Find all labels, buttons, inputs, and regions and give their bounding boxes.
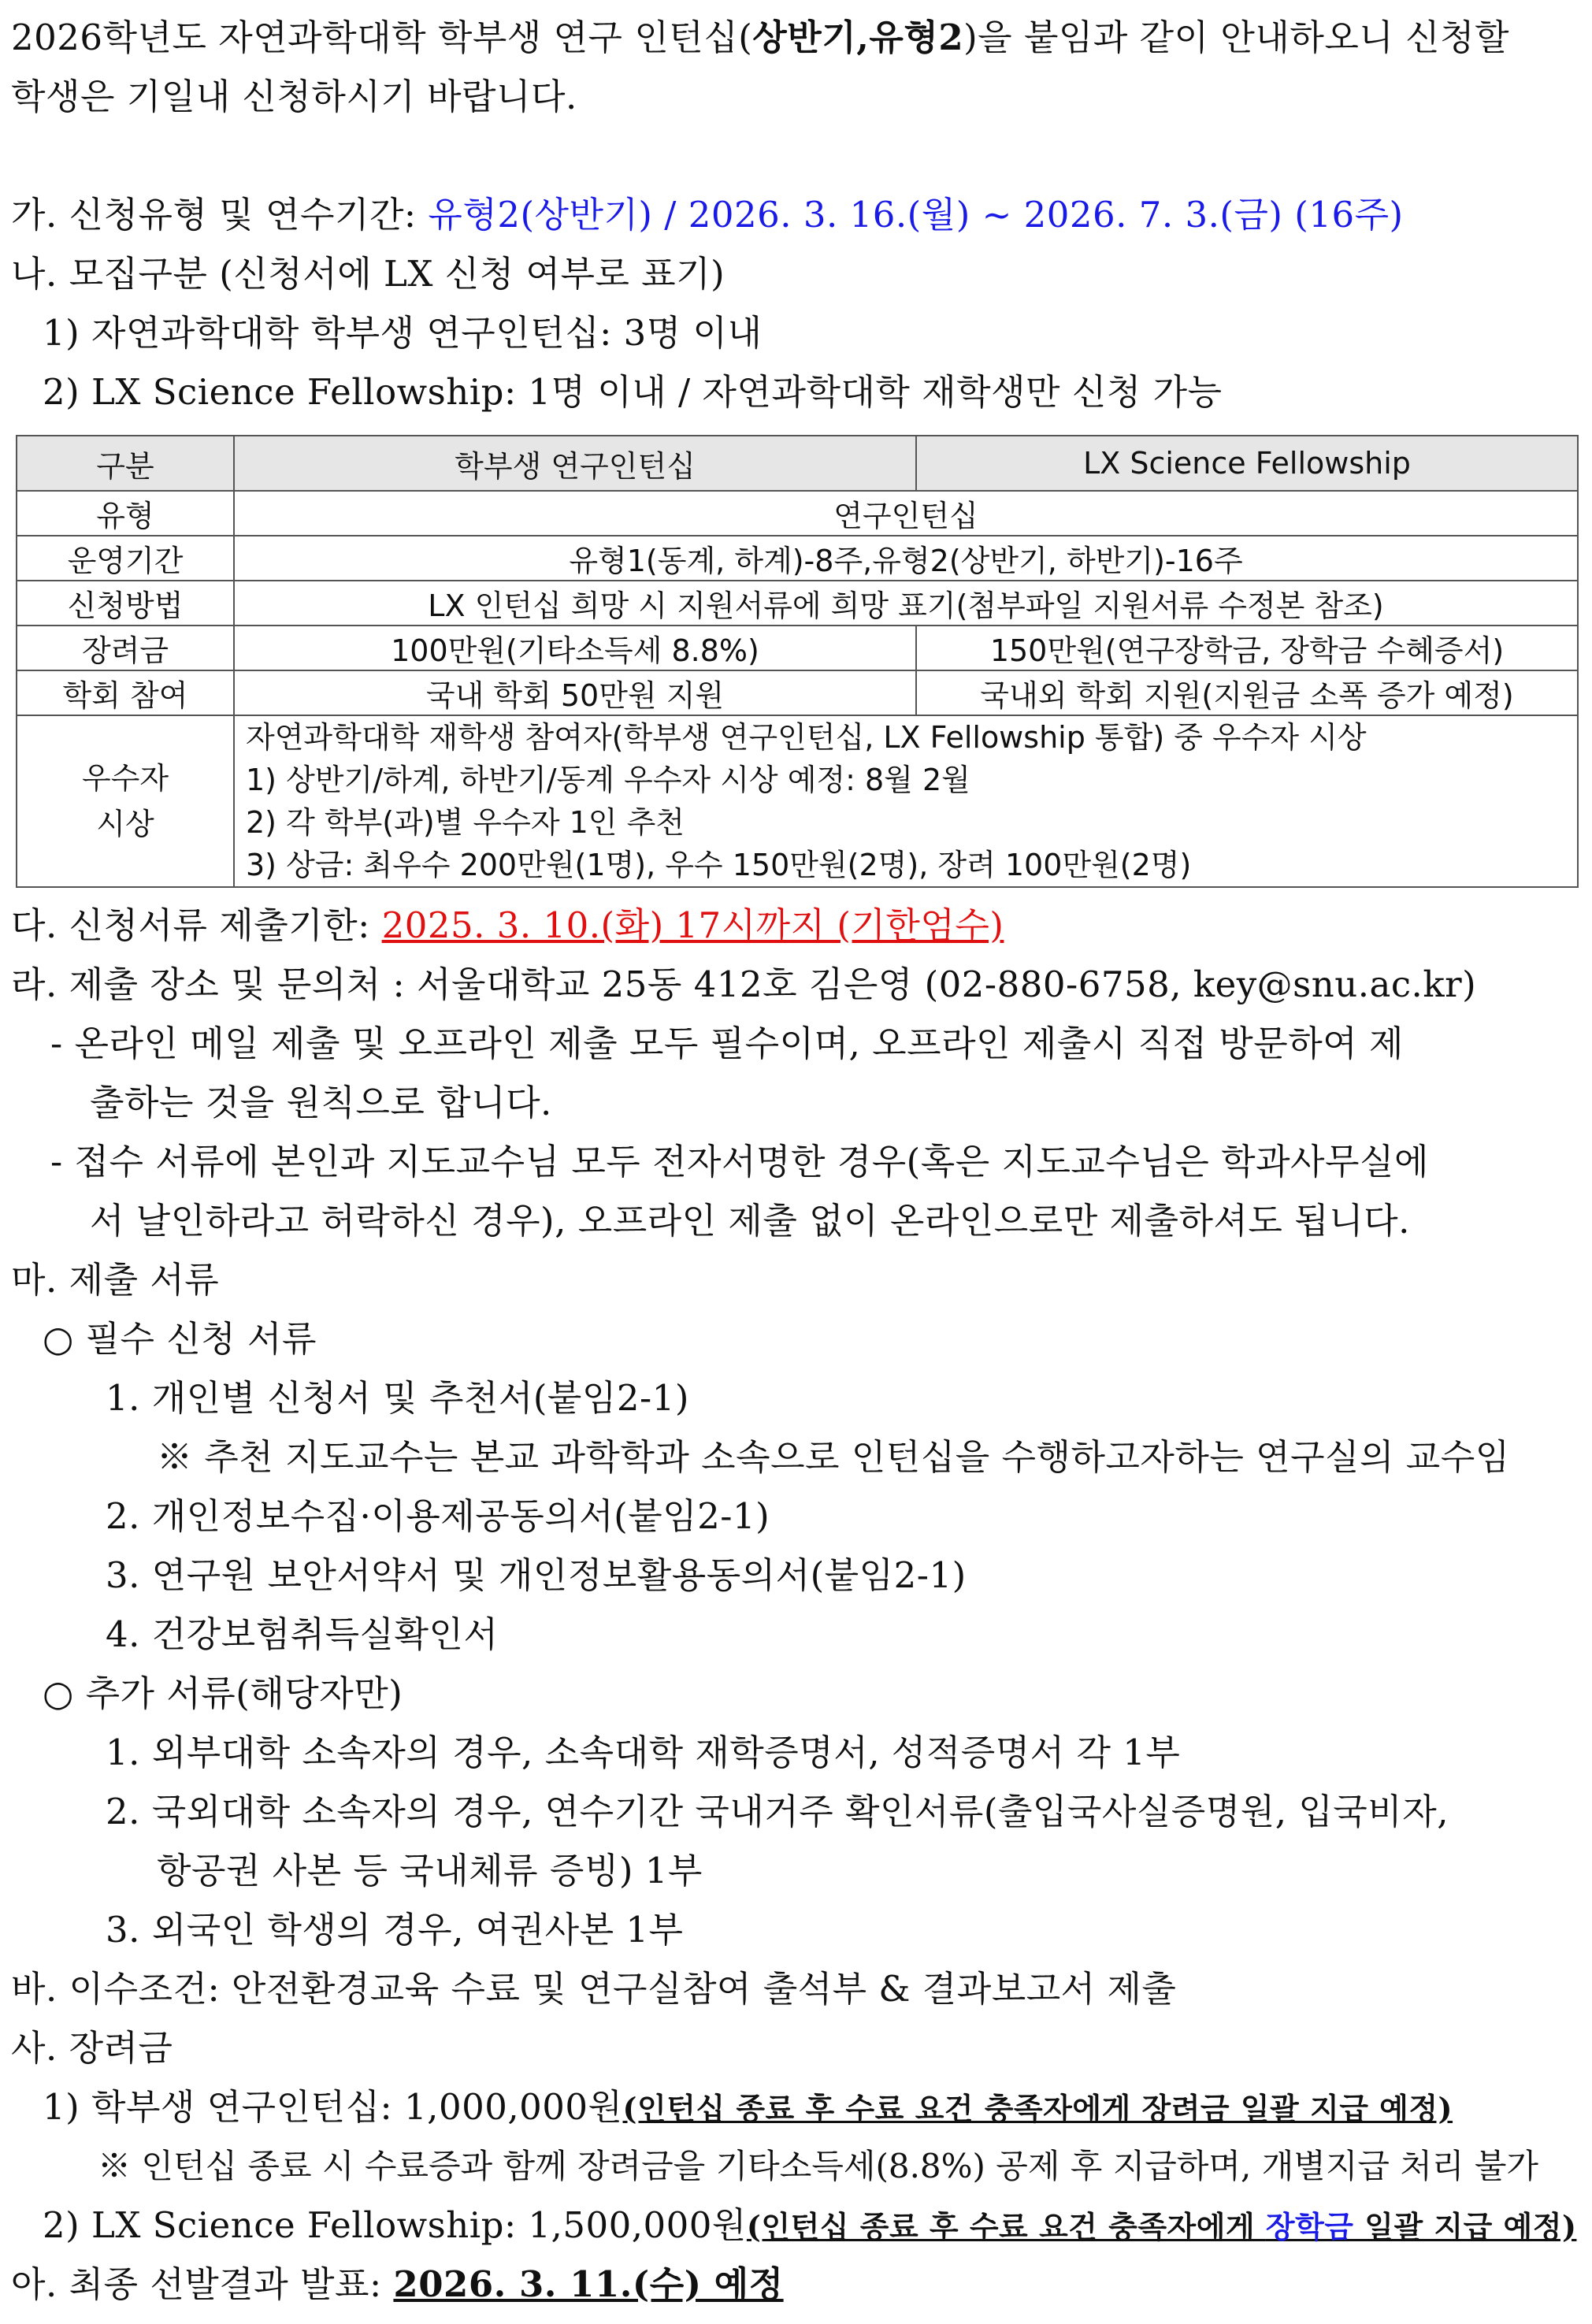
- table-header-row: [17, 436, 1578, 491]
- additional-doc-item: 3. 외국인 학생의 경우, 여권사본 1부: [106, 1909, 684, 1951]
- stipend-item-2: 2) LX Science Fellowship: 1,500,000원(인턴십 종료 후 수료 요건 충족자에게 장학금 일괄 지급 예정): [43, 2204, 1577, 2246]
- table-row: [17, 491, 1578, 536]
- table-row: [17, 536, 1578, 581]
- section-ra-title: 라. 제출 장소 및 문의처 : 서울대학교 25동 412호 김은영 (02-880-6758, key@snu.ac.kr): [11, 963, 1477, 1005]
- row-value: 100만원(기타소득세 8.8%): [234, 626, 916, 670]
- intro-line-1: 2026학년도 자연과학대학 학부생 연구 인턴십(상반기,유형2)을 붙임과 같이 안내하오니 신청할: [11, 17, 1509, 58]
- deadline-value: 2025. 3. 10.(화) 17시까지 (기한엄수): [381, 904, 1004, 946]
- required-doc-note: ※ 추천 지도교수는 본교 과학학과 소속으로 인턴십을 수행하고자하는 연구실의 교수임: [157, 1436, 1510, 1478]
- table-header-cell: LX Science Fellowship: [916, 436, 1578, 491]
- section-ma-title: 마. 제출 서류: [11, 1259, 220, 1301]
- row-label: 학회 참여: [17, 670, 234, 715]
- row-label: 우수자 시상: [17, 715, 234, 887]
- row-label: 운영기간: [17, 536, 234, 581]
- section-na-item: 1) 자연과학대학 학부생 연구인턴십: 3명 이내: [43, 312, 763, 354]
- additional-docs-title: ○ 추가 서류(해당자만): [43, 1672, 403, 1714]
- table-row: [17, 581, 1578, 626]
- required-doc-item: 1. 개인별 신청서 및 추천서(붙임2-1): [106, 1377, 689, 1419]
- stipend-item-1: 1) 학부생 연구인턴십: 1,000,000원(인턴십 종료 후 수료 요건 충족자에게 장려금 일괄 지급 예정): [43, 2086, 1453, 2128]
- row-label: 유형: [17, 491, 234, 536]
- program-comparison-table: [16, 435, 1579, 888]
- row-label: 장려금: [17, 626, 234, 670]
- document-body-lower: [11, 896, 1579, 2314]
- additional-doc-item: 1. 외부대학 소속자의 경우, 소속대학 재학증명서, 성적증명서 각 1부: [106, 1732, 1181, 1773]
- section-ba: 바. 이수조건: 안전환경교육 수료 및 연구실참여 출석부 & 결과보고서 제출: [11, 1968, 1177, 2010]
- required-docs-title: ○ 필수 신청 서류: [43, 1318, 317, 1360]
- table-row-award: [17, 715, 1578, 887]
- additional-doc-item-cont: 항공권 사본 등 국내체류 증빙) 1부: [157, 1850, 703, 1891]
- section-na-item: 2) LX Science Fellowship: 1명 이내 / 자연과학대학 재학생만 신청 가능: [43, 371, 1223, 413]
- section-ga: 가. 신청유형 및 연수기간: 유형2(상반기) / 2026. 3. 16.(월) ~ 2026. 7. 3.(금) (16주): [11, 194, 1404, 236]
- additional-doc-item: 2. 국외대학 소속자의 경우, 연수기간 국내거주 확인서류(출입국사실증명원, 입국비자,: [106, 1791, 1449, 1832]
- section-ra-note: - 접수 서류에 본인과 지도교수님 모두 전자서명한 경우(혹은 지도교수님은 학과사무실에: [50, 1141, 1429, 1182]
- table-row: [17, 626, 1578, 670]
- section-ra-note: - 온라인 메일 제출 및 오프라인 제출 모두 필수이며, 오프라인 제출시 직접 방문하여 제: [50, 1023, 1404, 1064]
- award-details: 자연과학대학 재학생 참여자(학부생 연구인턴십, LX Fellowship 통합) 중 우수자 시상 1) 상반기/하계, 하반기/동계 우수자 시상 예정: 8월 2월 2) 각 학부(과)별 우수자 1인 추천 3) 상금: 최우수 200만원(1명), 우수 150만원(2명), 장려 100만원(2명): [234, 715, 1578, 887]
- intro-line-2: 학생은 기일내 신청하시기 바랍니다.: [11, 76, 577, 117]
- table-header-cell: 구분: [17, 436, 234, 491]
- section-sa-title: 사. 장려금: [11, 2027, 173, 2069]
- table-header-cell: 학부생 연구인턴십: [234, 436, 916, 491]
- row-value: LX 인턴십 희망 시 지원서류에 희망 표기(첨부파일 지원서류 수정본 참조): [234, 581, 1578, 626]
- section-ra-note-cont: 서 날인하라고 허락하신 경우), 오프라인 제출 없이 온라인으로만 제출하셔도 됩니다.: [90, 1200, 1410, 1242]
- table-row: [17, 670, 1578, 715]
- row-label: 신청방법: [17, 581, 234, 626]
- blank-line: [11, 126, 1579, 185]
- row-value: 150만원(연구장학금, 장학금 수혜증서): [916, 626, 1578, 670]
- stipend-item-1-note: ※ 인턴십 종료 시 수료증과 함께 장려금을 기타소득세(8.8%) 공제 후 지급하며, 개별지급 처리 불가: [98, 2147, 1538, 2185]
- period-value: 유형2(상반기) / 2026. 3. 16.(월) ~ 2026. 7. 3.(금) (16주): [428, 194, 1404, 236]
- row-value: 유형1(동계, 하계)-8주,유형2(상반기, 하반기)-16주: [234, 536, 1578, 581]
- required-doc-item: 2. 개인정보수집·이용제공동의서(붙임2-1): [106, 1495, 770, 1537]
- row-value: 국내외 학회 지원(지원금 소폭 증가 예정): [916, 670, 1578, 715]
- document-body: [11, 8, 1579, 421]
- row-value: 연구인턴십: [234, 491, 1578, 536]
- section-na-title: 나. 모집구분 (신청서에 LX 신청 여부로 표기): [11, 253, 725, 295]
- required-doc-item: 4. 건강보험취득실확인서: [106, 1613, 499, 1655]
- announcement-date: 2026. 3. 11.(수) 예정: [393, 2263, 784, 2305]
- section-da: 다. 신청서류 제출기한: 2025. 3. 10.(화) 17시까지 (기한엄수): [11, 904, 1004, 946]
- row-value: 국내 학회 50만원 지원: [234, 670, 916, 715]
- required-doc-item: 3. 연구원 보안서약서 및 개인정보활용동의서(붙임2-1): [106, 1554, 967, 1596]
- section-a: 아. 최종 선발결과 발표: 2026. 3. 11.(수) 예정: [11, 2263, 784, 2305]
- section-ra-note-cont: 출하는 것을 원칙으로 합니다.: [90, 1082, 552, 1123]
